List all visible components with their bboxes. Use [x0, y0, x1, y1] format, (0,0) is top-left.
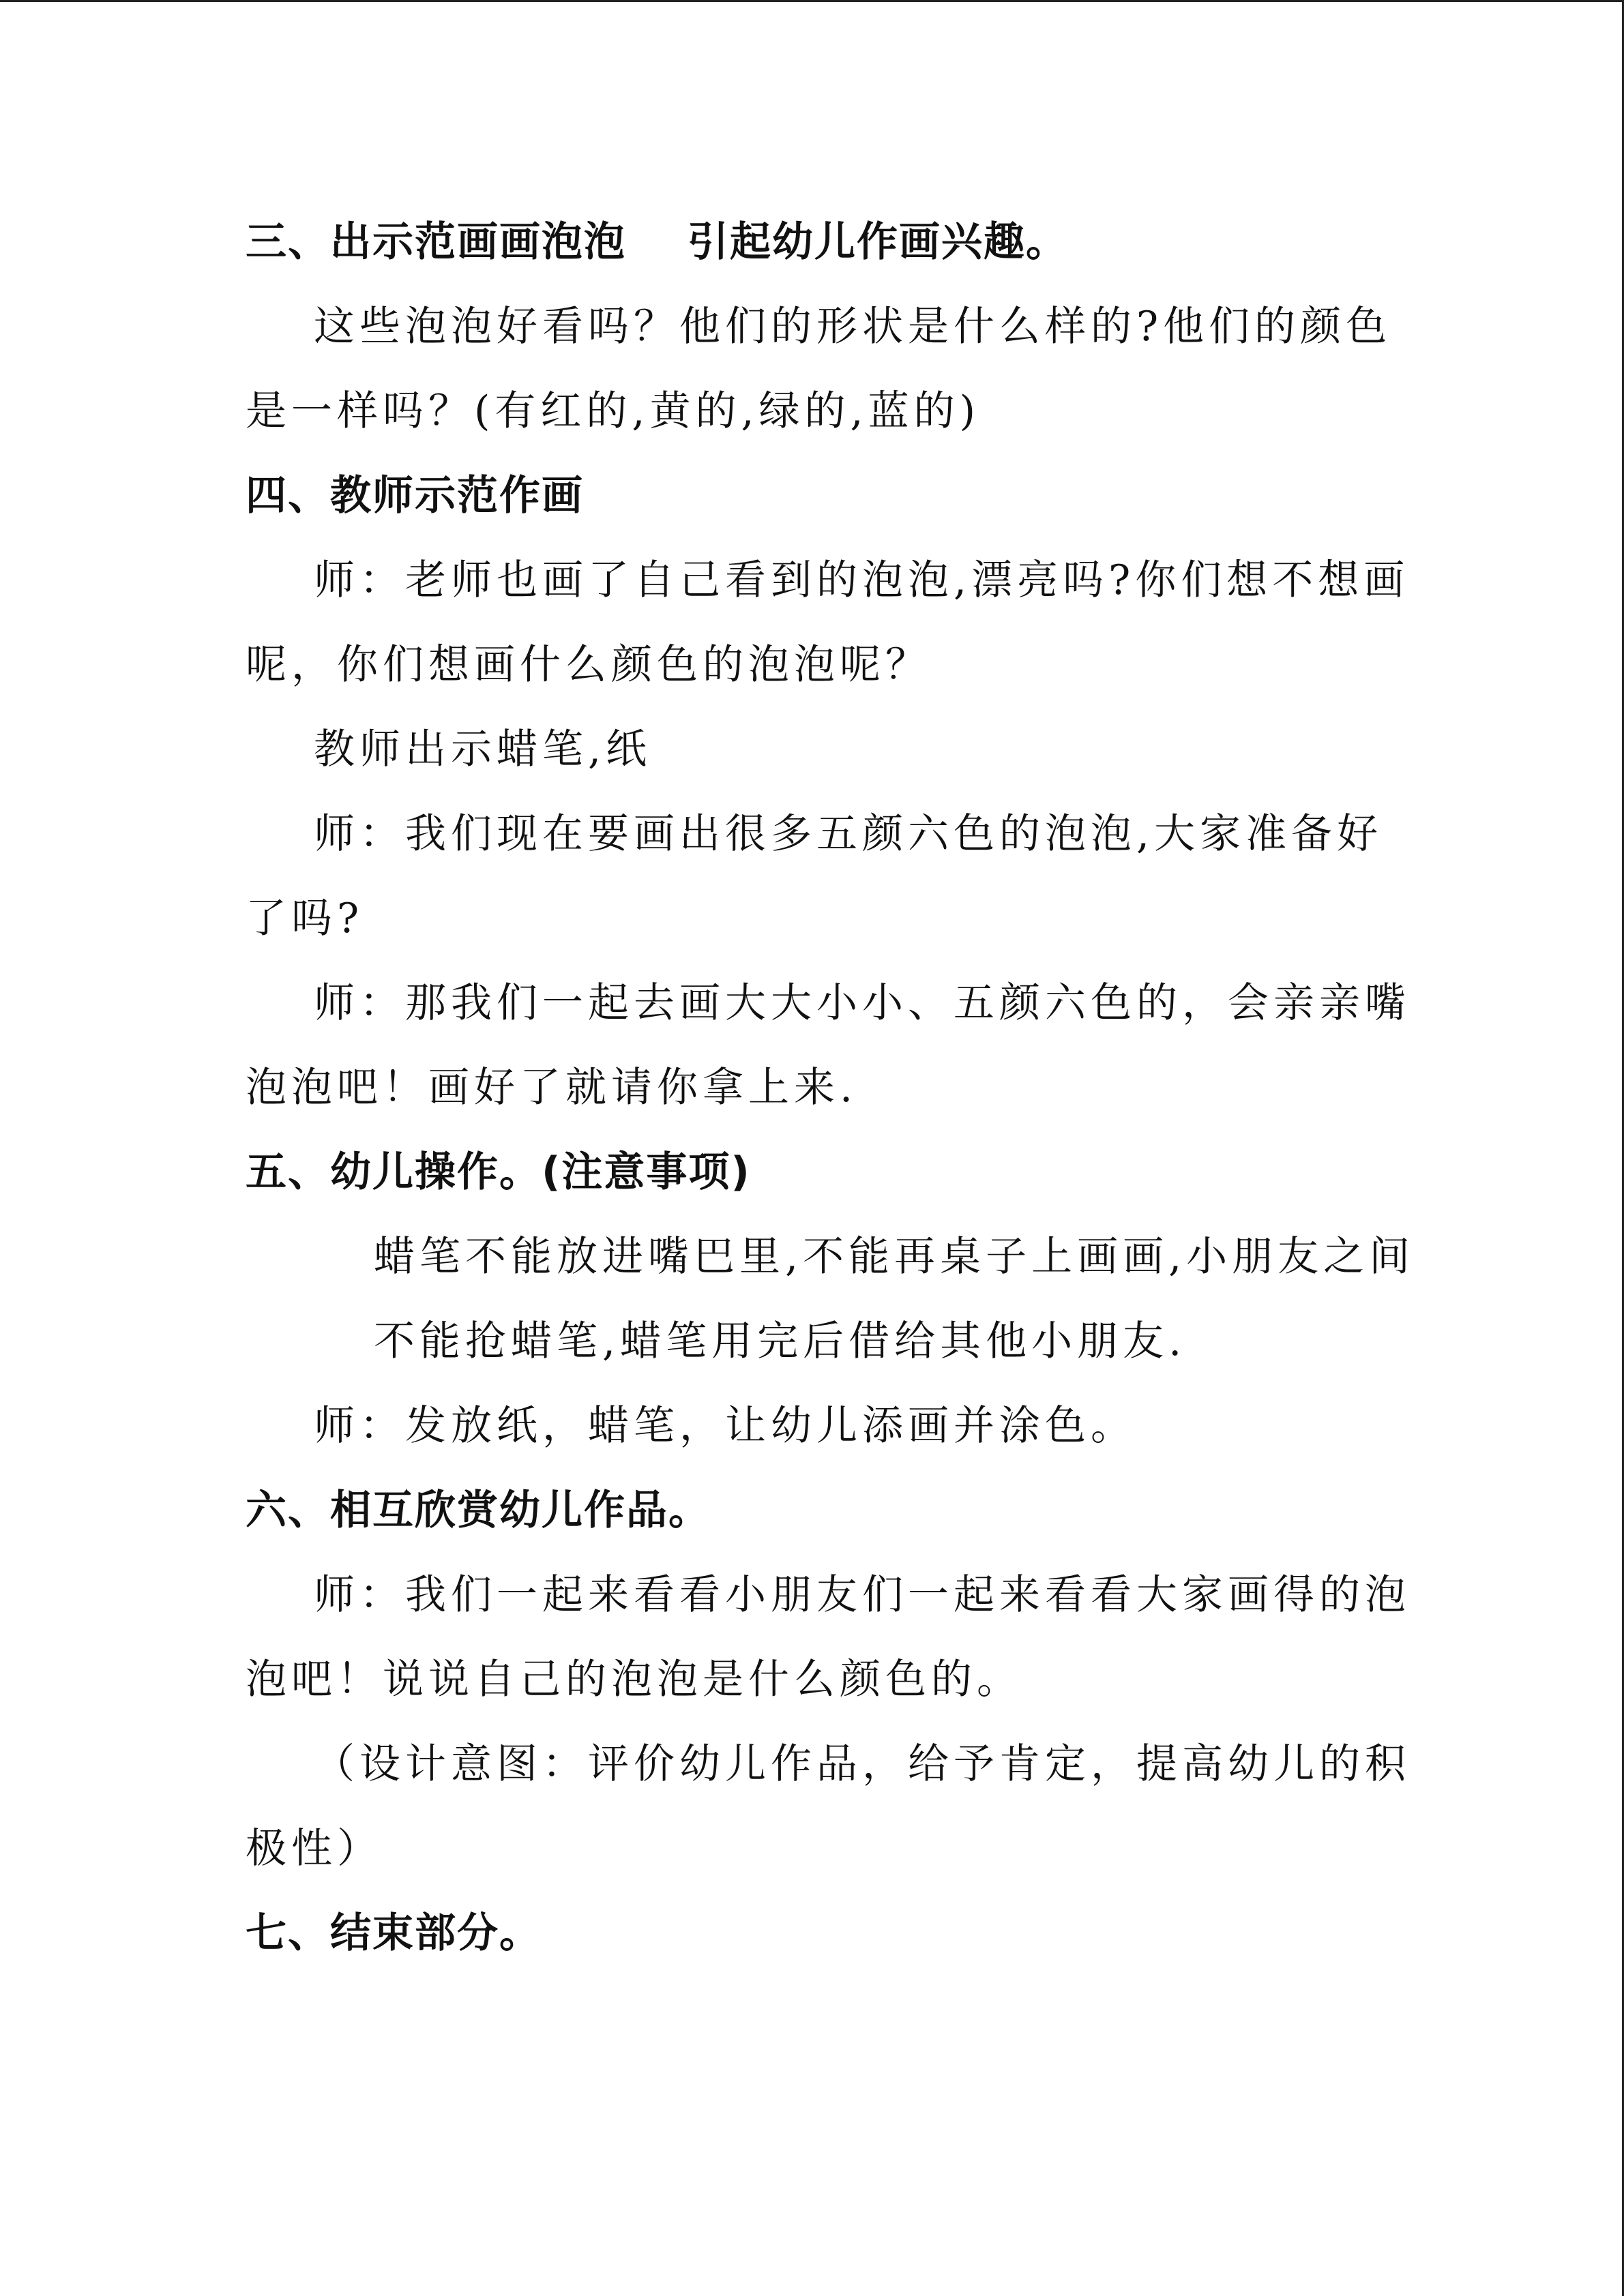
section-3-paragraph-line-1: 这些泡泡好看吗？他们的形状是什么样的?他们的颜色	[314, 303, 1392, 351]
section-3-heading-part-b: 引起幼儿作画兴趣。	[688, 218, 1068, 266]
section-7-heading: 七、结束部分。	[246, 1909, 542, 1957]
section-6-heading: 六、相互欣赏幼儿作品。	[246, 1487, 711, 1534]
section-4-paragraph-1-line-1: 师：老师也画了自己看到的泡泡,漂亮吗?你们想不想画	[314, 556, 1410, 604]
section-4-paragraph-2: 教师出示蜡笔,纸	[314, 726, 652, 773]
section-6-paragraph-2-line-1: （设计意图：评价幼儿作品，给予肯定，提高幼儿的积	[314, 1740, 1411, 1788]
section-3-heading	[246, 215, 1068, 269]
section-3-paragraph-line-2: 是一样吗？(有红的,黄的,绿的,蓝的)	[246, 387, 981, 435]
section-4-paragraph-4-line-2: 泡泡吧！画好了就请你拿上来.	[246, 1064, 858, 1112]
section-5-heading: 五、幼儿操作。(注意事项)	[246, 1148, 751, 1196]
section-4-paragraph-1-line-2: 呢，你们想画什么颜色的泡泡呢？	[246, 641, 931, 689]
section-4-paragraph-3-line-2: 了吗?	[246, 895, 364, 942]
section-6-paragraph-1-line-2: 泡吧！说说自己的泡泡是什么颜色的。	[246, 1656, 1022, 1703]
section-5-paragraph-1-line-2: 不能抢蜡笔,蜡笔用完后借给其他小朋友.	[374, 1317, 1187, 1365]
section-3-heading-part-a: 三、出示范画画泡泡	[246, 218, 626, 266]
section-5-paragraph-2: 师：发放纸，蜡笔，让幼儿添画并涂色。	[314, 1402, 1136, 1450]
section-5-paragraph-1-line-1: 蜡笔不能放进嘴巴里,不能再桌子上画画,小朋友之间	[374, 1233, 1415, 1281]
section-4-paragraph-4-line-1: 师：那我们一起去画大大小小、五颜六色的，会亲亲嘴	[314, 979, 1411, 1027]
section-4-paragraph-3-line-1: 师：我们现在要画出很多五颜六色的泡泡,大家准备好	[314, 810, 1383, 858]
section-6-paragraph-1-line-1: 师：我们一起来看看小朋友们一起来看看大家画得的泡	[314, 1571, 1411, 1619]
section-4-heading: 四、教师示范作画	[246, 472, 584, 520]
section-6-paragraph-2-line-2: 极性）	[246, 1825, 383, 1873]
